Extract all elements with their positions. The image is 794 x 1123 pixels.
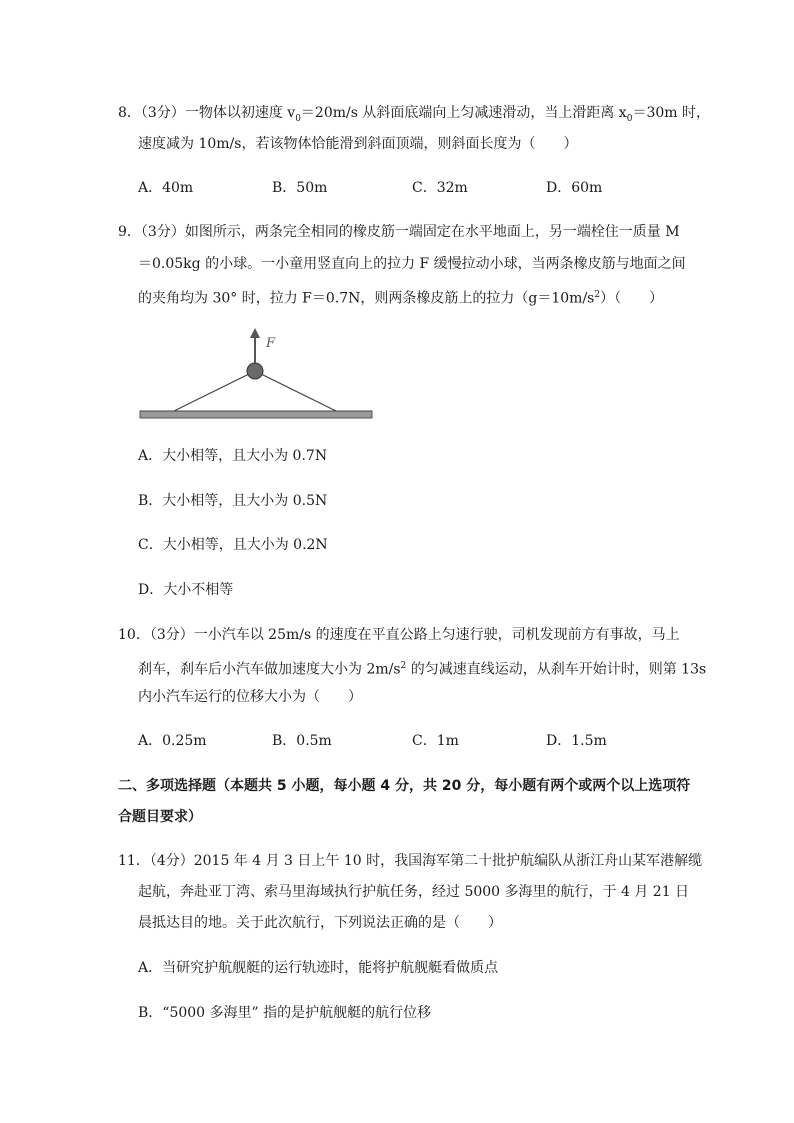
q8-option-a[interactable]: A．40m (138, 180, 194, 196)
q9-line2: ＝0.05kg 的小球。一小童用竖直向上的拉力 F 缓慢拉动小球，当两条橡皮筋与地面之间 (138, 256, 686, 272)
q11-line1: 11．（4分）2015 年 4 月 3 日上午 10 时，我国海军第二十批护航编队从浙江舟山某军港解缆 (118, 853, 703, 869)
q8-line1: 8．（3分）一物体以初速度 $v_0=20m/s$ 从斜面底端向上匀减速滑动，当上滑距离 $x_0=30m$ 时， (118, 105, 710, 124)
q10-line2: 刹车，刹车后小汽车做加速度大小为 $2m/s^2$ 的匀减速直线运动，从刹车开始计时，则第 13s (138, 661, 707, 678)
rubber-band-figure (138, 325, 374, 425)
right-rubber-band (255, 371, 336, 411)
left-rubber-band (174, 371, 255, 411)
q10-option-c[interactable]: C．1m (412, 733, 459, 749)
section2-heading-line2: 合题目要求） (118, 809, 202, 825)
ground-bar (140, 411, 372, 418)
q10-line3: 内小汽车运行的位移大小为（ ） (138, 689, 362, 705)
q10-option-b[interactable]: B．0.5m (272, 733, 332, 749)
q10-line1: 10．（3分）一小汽车以 25m/s 的速度在平直公路上匀速行驶，司机发现前方有事故，马上 (118, 627, 680, 643)
force-arrow-head (250, 328, 260, 338)
q8-option-d[interactable]: D．60m (546, 180, 603, 196)
q9-option-c[interactable]: C．大小相等，且大小为 0.2N (138, 537, 328, 553)
q8-line2: 速度减为 10m/s，若该物体恰能滑到斜面顶端，则斜面长度为（ ） (138, 136, 578, 152)
q11-line3: 晨抵达目的地。关于此次航行，下列说法正确的是（ ） (138, 915, 502, 931)
q9-option-d[interactable]: D．大小不相等 (138, 582, 234, 598)
q8-option-c[interactable]: C．32m (412, 180, 468, 196)
q10-option-a[interactable]: A．0.25m (138, 733, 207, 749)
q9-option-b[interactable]: B．大小相等，且大小为 0.5N (138, 493, 328, 509)
q9-line3: 的夹角均为 30° 时，拉力 F＝0.7N，则两条橡皮筋上的拉力$(g=10m/s^2)$（ ） (138, 290, 664, 307)
q11-option-a[interactable]: A．当研究护航舰艇的运行轨迹时，能将护航舰艇看做质点 (138, 960, 499, 976)
ball (247, 363, 263, 379)
force-label: F (266, 336, 276, 351)
q11-option-b[interactable]: B．“5000 多海里” 指的是护航舰艇的航行位移 (138, 1005, 432, 1021)
q9-option-a[interactable]: A．大小相等，且大小为 0.7N (138, 448, 328, 464)
section2-heading-line1: 二、多项选择题（本题共 5 小题，每小题 4 分，共 20 分，每小题有两个或两个以上选项符 (118, 778, 691, 794)
q11-line2: 起航，奔赴亚丁湾、索马里海域执行护航任务，经过 5000 多海里的航行，于 4 月 21 日 (138, 884, 690, 900)
q10-option-d[interactable]: D．1.5m (546, 733, 607, 749)
q9-line1: 9．（3分）如图所示，两条完全相同的橡皮筋一端固定在水平地面上，另一端栓住一质量 M (118, 224, 680, 240)
q8-option-b[interactable]: B．50m (272, 180, 328, 196)
